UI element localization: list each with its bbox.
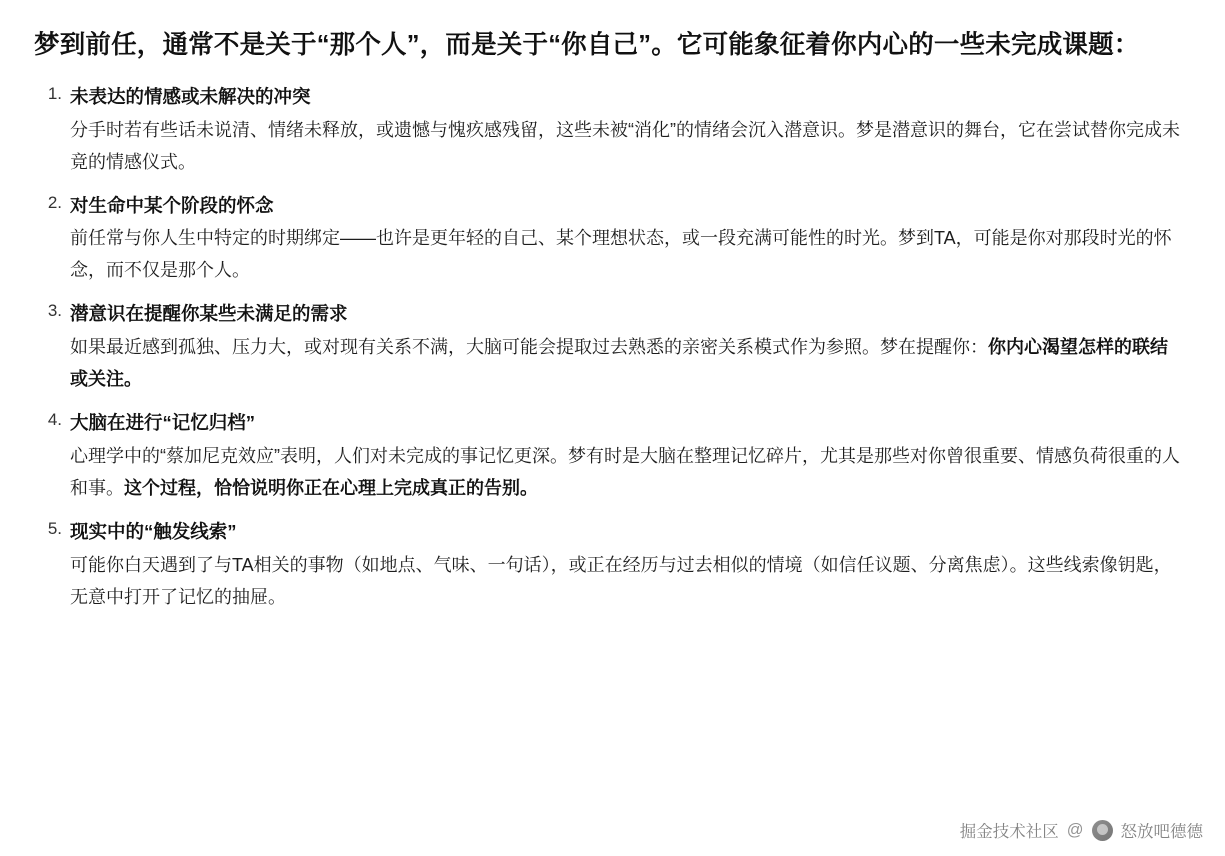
watermark-site: 掘金技术社区 bbox=[959, 823, 1059, 841]
body-text: 分手时若有些话未说清、情绪未释放，或遗憾与愧疚感残留，这些未被“消化”的情绪会沉入潜意识。梦是潜意识的舞台，它在尝试替你完成未竟的情感仪式。 bbox=[70, 119, 1180, 172]
list-item-body bbox=[70, 331, 1185, 395]
watermark-author: 怒放吧德德 bbox=[1120, 823, 1203, 841]
list-item-number: 2. bbox=[47, 192, 62, 212]
body-text: 可能你白天遇到了与TA相关的事物（如地点、气味、一句话），或正在经历与过去相似的情境（如信任议题、分离焦虑）。这些线索像钥匙，无意中打开了记忆的抽屉。 bbox=[70, 554, 1172, 607]
list-item-heading: 对生命中某个阶段的怀念 bbox=[70, 194, 274, 216]
list-item-heading: 现实中的“触发线索” bbox=[70, 521, 237, 542]
list-item-body bbox=[70, 549, 1185, 613]
list-item bbox=[34, 83, 1191, 178]
body-emphasis: 你内心渴望怎样的联结或关注。 bbox=[70, 337, 1168, 390]
body-text: 如果最近感到孤独、压力大，或对现有关系不满，大脑可能会提取过去熟悉的亲密关系模式作为参照。梦在提醒你： bbox=[70, 337, 988, 358]
list-item-body bbox=[70, 114, 1185, 178]
list-item-number: 1. bbox=[47, 83, 62, 103]
body-text: 心理学中的“蔡加尼克效应”表明，人们对未完成的事记忆更深。梦有时是大脑在整理记忆碎片，尤其是那些对你曾很重要、情感负荷很重的人和事。 bbox=[70, 445, 1180, 498]
list-item-number: 5. bbox=[47, 519, 62, 538]
list-item bbox=[34, 409, 1191, 504]
list-item-body bbox=[70, 222, 1185, 286]
list-item bbox=[34, 518, 1191, 613]
list-item-heading: 未表达的情感或未解决的冲突 bbox=[70, 85, 311, 107]
watermark bbox=[960, 818, 1203, 842]
body-emphasis: 这个过程，恰恰说明你正在心理上完成真正的告别。 bbox=[124, 477, 538, 498]
list-item-number: 3. bbox=[47, 301, 62, 321]
page-title: 梦到前任，通常不是关于“那个人”，而是关于“你自己”。它可能象征着你内心的一些未完成课题： bbox=[34, 31, 1140, 59]
numbered-list bbox=[34, 83, 1191, 613]
list-item-heading: 大脑在进行“记忆归档” bbox=[70, 412, 256, 434]
list-item bbox=[34, 300, 1191, 395]
list-item bbox=[34, 192, 1191, 287]
list-item-number: 4. bbox=[47, 410, 62, 430]
body-text: 前任常与你人生中特定的时期绑定——也许是更年轻的自己、某个理想状态，或一段充满可能性的时光。梦到TA，可能是你对那段时光的怀念，而不仅是那个人。 bbox=[70, 228, 1172, 281]
user-avatar-icon bbox=[1092, 820, 1113, 841]
list-item-heading: 潜意识在提醒你某些未满足的需求 bbox=[70, 303, 348, 325]
watermark-separator: @ bbox=[1066, 820, 1084, 839]
list-item-body bbox=[70, 440, 1185, 504]
